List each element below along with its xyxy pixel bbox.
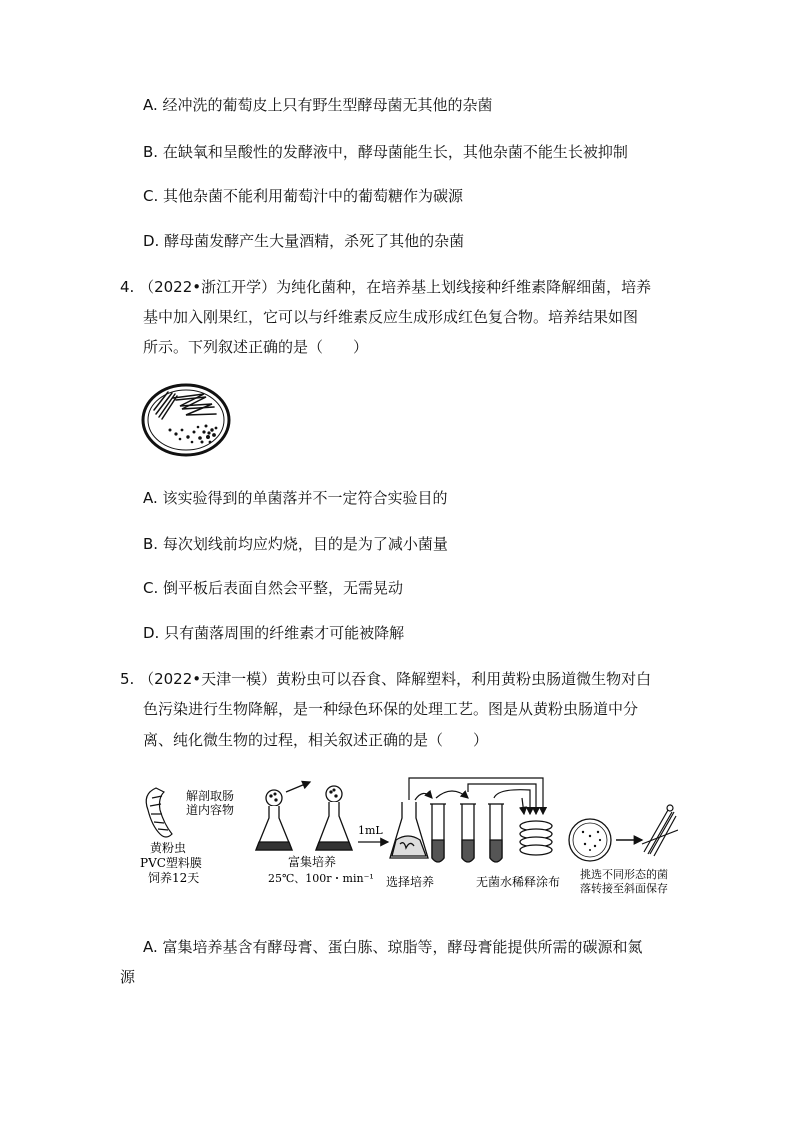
label-volume: 1mL [358,824,383,837]
enrichment-flask-1-icon [256,790,292,850]
q4-option-c: C. 倒平板后表面自然会平整，无需晃动 [143,579,404,597]
q4-option-d: D. 只有菌落周围的纤维素才可能被降解 [143,624,405,642]
label-enrich-2: 25℃、100r・min⁻¹ [268,872,374,885]
q3-option-b: B. 在缺氧和呈酸性的发酵液中，酵母菌能生长，其他杂菌不能生长被抑制 [143,143,628,161]
q3-option-c: C. 其他杂菌不能利用葡萄汁中的葡萄糖作为碳源 [143,187,464,205]
q3-option-a: A. 经冲洗的葡萄皮上只有野生型酵母菌无其他的杂菌 [143,96,493,114]
mealworm-icon [146,788,172,837]
q4-option-a: A. 该实验得到的单菌落并不一定符合实验目的 [143,489,448,507]
label-dilute: 无菌水稀释涂布 [476,875,561,889]
q5-stem-line3: 离、纯化微生物的过程，相关叙述正确的是（ ） [143,731,489,749]
petri-dish-figure [140,382,232,458]
label-dissect-1: 解剖取肠 [186,789,235,803]
selective-culture-flask-icon [390,802,428,858]
q5-option-a-line2: 源 [120,968,136,986]
q4-stem-line1: 4. （2022•浙江开学）为纯化菌种，在培养基上划线接种纤维素降解细菌，培养 [120,278,652,296]
test-tubes-icon [430,804,504,862]
isolation-process-figure [138,770,678,902]
q5-stem-line1: 5. （2022•天津一模）黄粉虫可以吞食、降解塑料，利用黄粉虫肠道微生物对白 [120,670,652,688]
label-worm-2: PVC塑料膜 [140,856,202,870]
label-store-2: 落转接至斜面保存 [580,882,668,895]
q3-option-d: D. 酵母菌发酵产生大量酒精，杀死了其他的杂菌 [143,232,465,250]
enrichment-flask-2-icon [316,786,352,850]
label-dissect-2: 道内容物 [186,803,235,817]
colony-plate-icon [569,819,611,861]
q4-stem-line3: 所示。下列叙述正确的是（ ） [143,338,369,356]
plate-stack-icon [520,821,552,855]
label-store-1: 挑选不同形态的菌 [580,868,668,881]
q5-option-a-line1: A. 富集培养基含有酵母膏、蛋白胨、琼脂等，酵母膏能提供所需的碳源和氮 [143,938,643,956]
q5-stem-line2: 色污染进行生物降解，是一种绿色环保的处理工艺。图是从黄粉虫肠道中分 [143,700,639,718]
label-enrich-1: 富集培养 [288,855,337,869]
label-select: 选择培养 [386,875,435,889]
q4-stem-line2: 基中加入刚果红，它可以与纤维素反应生成形成红色复合物。培养结果如图 [143,308,639,326]
slant-tubes-icon [642,805,678,856]
q4-option-b: B. 每次划线前均应灼烧，目的是为了减小菌量 [143,535,448,553]
label-worm-1: 黄粉虫 [150,841,187,855]
label-worm-3: 饲养12天 [148,871,200,885]
